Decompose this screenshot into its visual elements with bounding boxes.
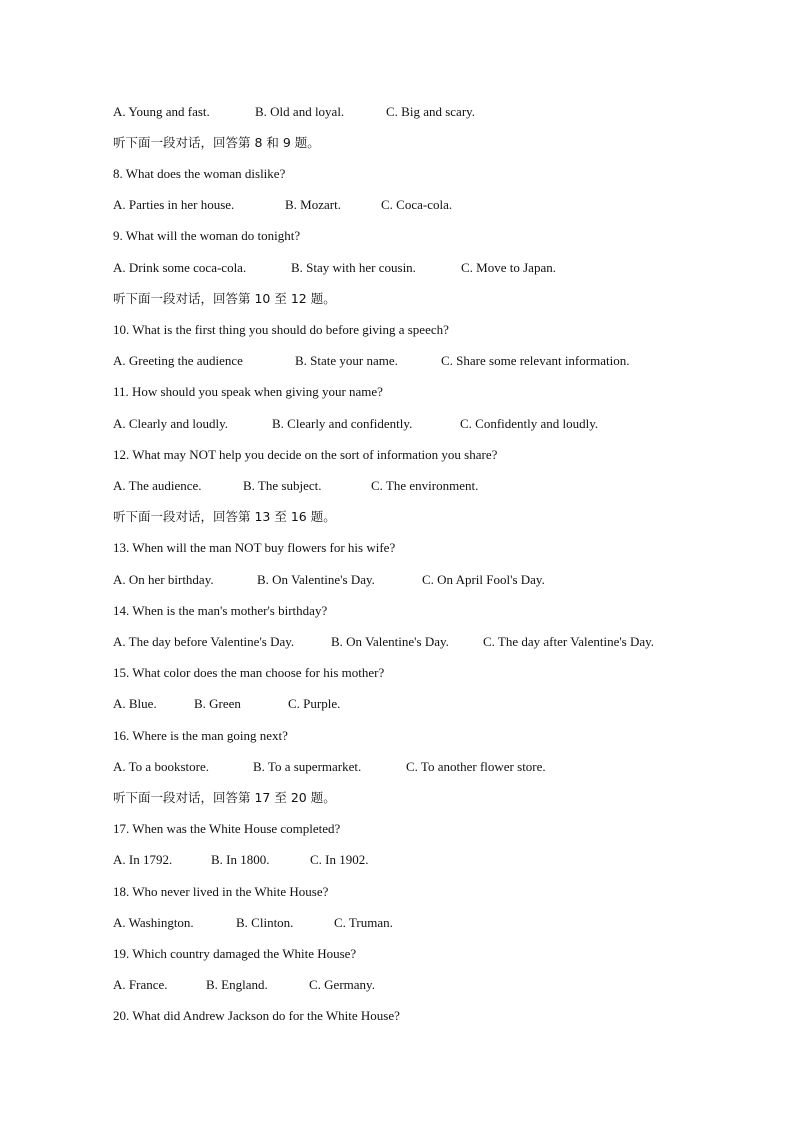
option-c: C. Big and scary.	[386, 104, 476, 119]
question-15: 15. What color does the man choose for his mother?	[113, 665, 385, 680]
question-8: 8. What does the woman dislike?	[113, 166, 286, 181]
option-a: A. Washington.	[113, 915, 194, 930]
option-c: C. In 1902.	[310, 852, 369, 867]
option-b: B. Mozart.	[285, 197, 341, 212]
option-c: C. Move to Japan.	[461, 260, 556, 275]
question-11: 11. How should you speak when giving your name?	[113, 384, 383, 399]
question-19: 19. Which country damaged the White House?	[113, 946, 357, 961]
option-a: A. On her birthday.	[113, 572, 214, 587]
question-16: 16. Where is the man going next?	[113, 728, 288, 743]
option-b: B. To a supermarket.	[253, 759, 362, 774]
option-a: A. Clearly and loudly.	[113, 416, 229, 431]
option-c: C. Share some relevant information.	[441, 353, 630, 368]
option-b: B. On Valentine's Day.	[257, 572, 375, 587]
section-instruction-8-9: 听下面一段对话，回答第 8 和 9 题。	[113, 135, 320, 150]
option-b: B. Green	[194, 696, 241, 711]
option-a: A. Greeting the audience	[113, 353, 243, 368]
option-b: B. In 1800.	[211, 852, 270, 867]
option-a: A. Parties in her house.	[113, 197, 235, 212]
option-c: C. Germany.	[309, 977, 375, 992]
option-b: B. England.	[206, 977, 268, 992]
option-b: B. State your name.	[295, 353, 398, 368]
option-c: C. Confidently and loudly.	[460, 416, 599, 431]
section-instruction-17-20: 听下面一段对话，回答第 17 至 20 题。	[113, 790, 336, 805]
option-c: C. On April Fool's Day.	[422, 572, 545, 587]
option-c: C. The environment.	[371, 478, 479, 493]
option-a: A. France.	[113, 977, 168, 992]
option-c: C. Purple.	[288, 696, 341, 711]
section-instruction-13-16: 听下面一段对话，回答第 13 至 16 题。	[113, 509, 336, 524]
option-a: A. In 1792.	[113, 852, 173, 867]
option-c: C. To another flower store.	[406, 759, 546, 774]
question-13: 13. When will the man NOT buy flowers for his wife?	[113, 540, 396, 555]
option-a: A. Young and fast.	[113, 104, 210, 119]
option-c: C. The day after Valentine's Day.	[483, 634, 655, 649]
question-18: 18. Who never lived in the White House?	[113, 884, 329, 899]
option-a: A. To a bookstore.	[113, 759, 209, 774]
option-c: C. Coca-cola.	[381, 197, 453, 212]
question-10: 10. What is the first thing you should do before giving a speech?	[113, 322, 449, 337]
option-a: A. Blue.	[113, 696, 157, 711]
option-a: A. Drink some coca-cola.	[113, 260, 247, 275]
option-c: C. Truman.	[334, 915, 393, 930]
option-b: B. Stay with her cousin.	[291, 260, 416, 275]
question-20: 20. What did Andrew Jackson do for the White House?	[113, 1008, 400, 1023]
option-a: A. The audience.	[113, 478, 202, 493]
option-b: B. Clearly and confidently.	[272, 416, 413, 431]
option-b: B. The subject.	[243, 478, 322, 493]
option-b: B. Old and loyal.	[255, 104, 345, 119]
question-9: 9. What will the woman do tonight?	[113, 228, 301, 243]
question-14: 14. When is the man's mother's birthday?	[113, 603, 328, 618]
option-b: B. Clinton.	[236, 915, 294, 930]
option-b: B. On Valentine's Day.	[331, 634, 449, 649]
option-a: A. The day before Valentine's Day.	[113, 634, 295, 649]
question-12: 12. What may NOT help you decide on the sort of information you share?	[113, 447, 498, 462]
section-instruction-10-12: 听下面一段对话，回答第 10 至 12 题。	[113, 291, 336, 306]
question-17: 17. When was the White House completed?	[113, 821, 341, 836]
